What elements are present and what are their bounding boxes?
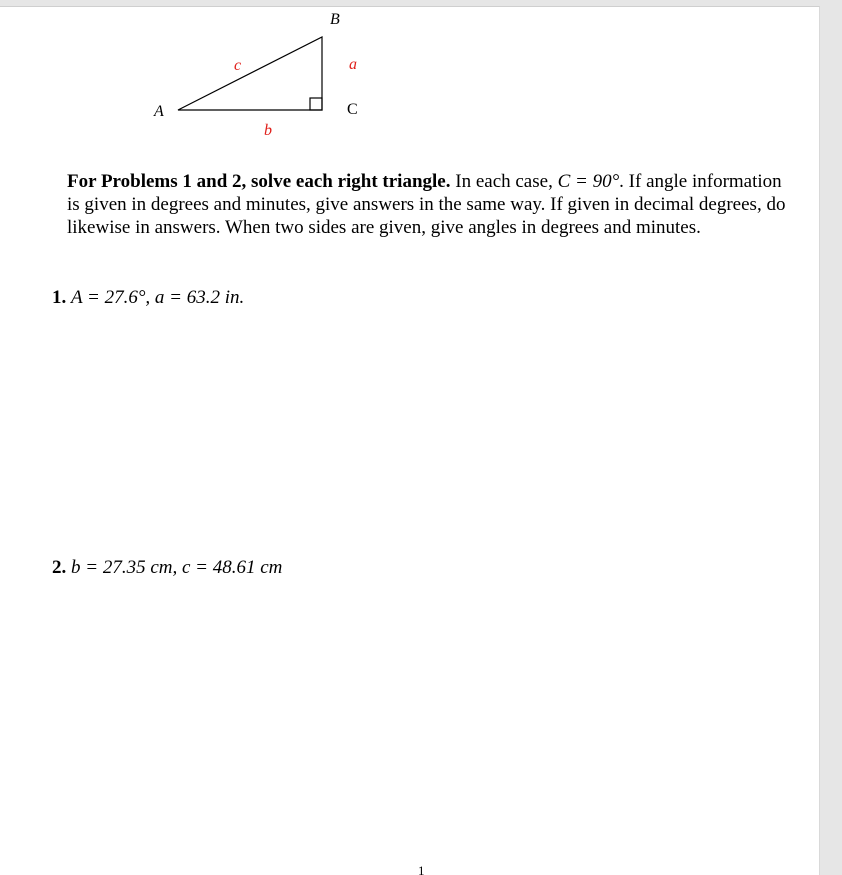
vertex-label-a: A: [154, 103, 164, 120]
problem-givens: b = 27.35 cm, c = 48.61 cm: [71, 557, 283, 578]
scrollbar-track[interactable]: [820, 0, 842, 875]
problem-number: 2.: [52, 557, 67, 578]
right-angle-marker: [310, 98, 322, 110]
side-label-b: b: [264, 122, 272, 139]
document-page: [0, 6, 820, 875]
page-number: 1: [418, 863, 425, 875]
problem-givens: A = 27.6°, a = 63.2 in.: [71, 287, 245, 308]
instructions-text-1: In each case,: [450, 171, 558, 192]
instructions-math: C = 90°: [557, 171, 620, 192]
instructions-text-2: . If angle information is given in degrees and minutes, give answers in the same way. If given in decimal degrees, do likewise in answers. When two sides are given, give angles in degrees and minutes.: [67, 171, 786, 238]
vertex-label-c: C: [347, 101, 358, 118]
side-label-c: c: [234, 57, 242, 74]
triangle-shape: [178, 37, 322, 110]
problem-1: [52, 287, 244, 309]
vertex-label-b: B: [330, 11, 340, 28]
problem-number: 1.: [52, 287, 67, 308]
instructions-paragraph: [67, 170, 787, 239]
side-label-a: a: [349, 56, 357, 73]
instructions-lead: For Problems 1 and 2, solve each right triangle.: [67, 171, 451, 192]
right-triangle-figure: [0, 7, 420, 157]
problem-2: [52, 557, 282, 579]
